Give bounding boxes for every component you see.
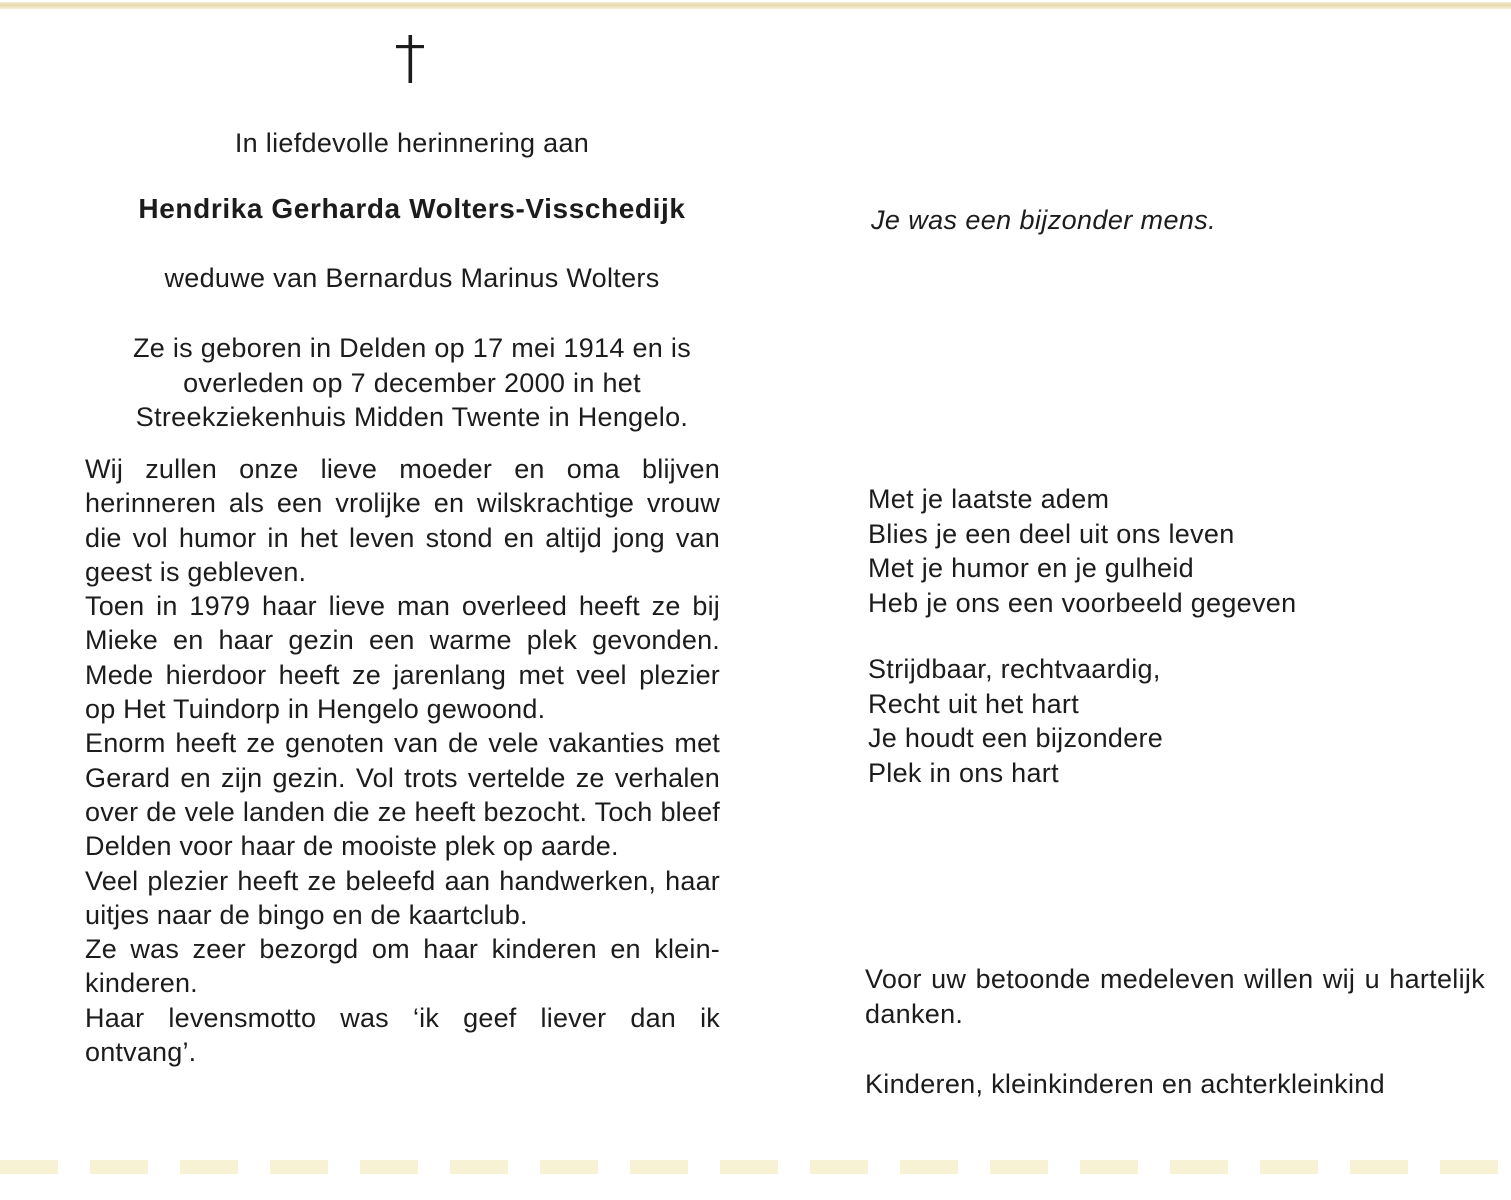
birth-death-line: Ze is geboren in Delden op 17 mei 1914 en is <box>132 333 692 363</box>
intro-text: In liefdevolle herinnering aan <box>234 128 590 158</box>
birth-death-line: overleden op 7 december 2000 in het <box>183 367 641 398</box>
bottom-border-line <box>0 1160 1511 1174</box>
top-border-line <box>0 2 1511 9</box>
biography-paragraph: Veel plezier heeft ze beleefd aan handwerken, haar uitjes naar de bingo en de kaartclub. <box>85 865 720 930</box>
birth-death-line: Streekziekenhuis Midden Twente in Hengelo. <box>135 402 689 432</box>
poem-line: Je houdt een bijzondere <box>868 723 1164 753</box>
poem-line: Recht uit het hart <box>868 688 1080 719</box>
biography-paragraph: Haar levensmotto was ‘ik geef liever dan ik ontvang’. <box>85 1002 720 1068</box>
biography <box>85 452 720 1069</box>
poem-line: Blies je een deel uit ons leven <box>868 518 1235 549</box>
deceased-name: Hendrika Gerharda Wolters-Visschedijk <box>138 193 686 224</box>
widow-of-text: weduwe van Bernardus Marinus Wolters <box>164 263 660 293</box>
biography-paragraph: Wij zullen onze lieve moeder en oma blijven herinneren als een vrolijke en wilskrachtige vrouw die vol humor in het leven stond en altijd jong van geest is gebleven. <box>85 454 720 587</box>
poem-stanza <box>868 482 1296 620</box>
poem-line: Met je humor en je gulheid <box>868 553 1194 583</box>
signature-text: Kinderen, kleinkinderen en achterkleinkind <box>865 1069 1385 1099</box>
poem-line: Heb je ons een voorbeeld gegeven <box>868 587 1297 618</box>
biography-paragraph: Enorm heeft ze genoten van de vele vakanties met Gerard en zijn gezin. Vol trots vertelde ze verhalen over de vele landen die ze heeft bezocht. Toch bleef Delden voor haar de mooiste plek op aarde. <box>85 728 720 862</box>
poem <box>868 482 1296 790</box>
quote: Je was een bijzonder mens. <box>871 205 1217 235</box>
birth-death-block <box>52 331 772 435</box>
poem-line: Strijdbaar, rechtvaardig, <box>868 654 1161 684</box>
cross-icon <box>390 33 430 85</box>
poem-line: Plek in ons hart <box>868 757 1059 788</box>
poem-line: Met je laatste adem <box>868 484 1110 514</box>
poem-stanza <box>868 652 1296 790</box>
thanks-text: Voor uw betoonde medeleven willen wij u hartelijk danken. <box>865 964 1485 1029</box>
biography-paragraph: Ze was zeer bezorgd om haar kinderen en klein-kinderen. <box>85 934 720 999</box>
biography-paragraph: Toen in 1979 haar lieve man overleed heeft ze bij Mieke en haar gezin een warme plek gevonden. Mede hierdoor heeft ze jarenlang met veel plezier op Het Tuindorp in Hengelo gewoond. <box>85 591 720 725</box>
